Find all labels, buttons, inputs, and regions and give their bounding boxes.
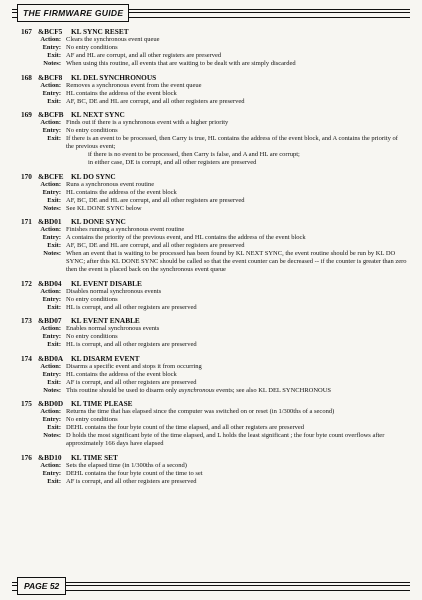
- entry-name: KL TIME SET: [71, 452, 118, 462]
- field-label: Action :: [27, 82, 61, 90]
- entry-address: &BD10: [38, 452, 62, 462]
- field-value: [66, 341, 407, 349]
- field-text: Finds out if there is a synchronous event with a higher priority: [66, 119, 229, 126]
- entry-name: KL SYNC RESET: [71, 27, 129, 36]
- field-value: [66, 462, 407, 470]
- entry-field: [21, 90, 407, 98]
- field-label: Notes :: [27, 250, 61, 274]
- entry-address: &BD0D: [38, 399, 64, 408]
- entry-number: 172: [21, 278, 32, 288]
- field-value: [66, 181, 407, 189]
- field-label: Notes :: [27, 387, 61, 395]
- footer-rule: [12, 582, 410, 591]
- firmware-entry: [21, 399, 407, 448]
- field-label: Exit :: [27, 197, 61, 205]
- firmware-entry: [21, 453, 407, 486]
- field-value: [66, 44, 407, 52]
- field-text: HL is corrupt, and all other registers are preserved: [66, 341, 197, 348]
- firmware-entry: [21, 110, 407, 167]
- entry-name: KL DEL SYNCHRONOUS: [71, 72, 157, 82]
- field-text: This routine should be used to disarm only: [66, 386, 179, 394]
- entry-number: 176: [21, 452, 32, 462]
- field-text: AF, BC, DE and HL are corrupt, and all other registers are preserved: [66, 97, 245, 105]
- field-label: Exit :: [27, 242, 61, 250]
- entry-field: [21, 379, 407, 387]
- entry-number: 171: [21, 217, 32, 226]
- field-text: Removes a synchronous event from the event queue: [66, 81, 202, 89]
- field-value: [66, 250, 407, 274]
- entry-number: 168: [21, 72, 32, 82]
- entry-field: [21, 296, 407, 304]
- field-value: [66, 379, 407, 387]
- field-label: Exit :: [27, 304, 61, 312]
- field-label: Notes :: [27, 205, 61, 213]
- entry-name: KL EVENT ENABLE: [71, 316, 140, 325]
- field-label: Entry :: [27, 127, 61, 135]
- field-text: Disables normal synchronous events: [66, 287, 162, 295]
- entry-address: &BCF5: [38, 27, 63, 36]
- field-text: HL contains the address of the event block: [66, 188, 177, 196]
- entry-field: [21, 432, 407, 448]
- field-value: [66, 304, 407, 312]
- firmware-entry: [21, 217, 407, 274]
- field-value: [66, 82, 407, 90]
- entry-heading: [21, 399, 407, 408]
- entry-field: [21, 478, 407, 486]
- emphasis-text: asynchronous: [178, 386, 215, 394]
- page-footer: [12, 577, 410, 595]
- field-label: Action :: [27, 408, 61, 416]
- field-text: No entry conditions: [66, 44, 118, 51]
- firmware-entry: [21, 172, 407, 213]
- entry-field: [21, 60, 407, 68]
- field-value: [66, 333, 407, 341]
- field-value: [66, 478, 407, 486]
- field-label: Action :: [27, 181, 61, 189]
- field-text: See KL DONE SYNC below: [66, 204, 142, 212]
- field-text: If there is an event to be processed, then Carry is true, HL contains the address of the event block, and A contains the priority of the previous event;: [66, 135, 398, 150]
- entry-address: &BD04: [38, 278, 62, 288]
- entry-address: &BD07: [38, 316, 62, 325]
- field-value: [66, 242, 407, 250]
- entry-heading: [21, 110, 407, 119]
- field-value: [66, 205, 407, 213]
- entry-field: [21, 424, 407, 432]
- field-text: HL is corrupt, and all other registers are preserved: [66, 303, 197, 311]
- firmware-entry: [21, 73, 407, 106]
- entry-field: [21, 98, 407, 106]
- field-label: Action :: [27, 36, 61, 44]
- entry-heading: [21, 172, 407, 181]
- entry-field: [21, 44, 407, 52]
- field-label: Exit :: [27, 379, 61, 387]
- field-label: Action :: [27, 325, 61, 333]
- field-value: [66, 432, 407, 448]
- header-title: THE FIRMWARE GUIDE: [17, 4, 129, 22]
- entry-number: 170: [21, 171, 32, 181]
- field-label: Entry :: [27, 470, 61, 478]
- entry-heading: [21, 217, 407, 226]
- entry-number: 167: [21, 27, 32, 36]
- field-text: Finishes running a synchronous event routine: [66, 226, 185, 233]
- field-value: [66, 135, 407, 167]
- field-value: [66, 288, 407, 296]
- entry-field: [21, 52, 407, 60]
- field-value: [66, 424, 407, 432]
- entry-field: [21, 408, 407, 416]
- entry-field: [21, 242, 407, 250]
- entry-heading: [21, 453, 407, 462]
- field-text: D holds the most significant byte of the time elapsed, and L holds the least significant ; the four byte count overflows after approximately 166 days have elapsed: [66, 432, 385, 447]
- field-value: [66, 98, 407, 106]
- entry-field: [21, 371, 407, 379]
- firmware-entry: [21, 279, 407, 312]
- field-text: DEHL contains the four byte count of the time to set: [66, 469, 203, 477]
- field-label: Action :: [27, 363, 61, 371]
- entry-field: [21, 333, 407, 341]
- entry-name: KL NEXT SYNC: [71, 110, 125, 119]
- field-label: Entry :: [27, 333, 61, 341]
- field-text: Enables normal synchronous events: [66, 325, 160, 332]
- field-text: DEHL contains the four byte count of the time elapsed, and all other registers are preserved: [66, 424, 305, 431]
- field-label: Exit :: [27, 52, 61, 60]
- entry-name: KL EVENT DISABLE: [71, 278, 142, 288]
- entry-number: 169: [21, 110, 32, 119]
- field-value: [66, 52, 407, 60]
- field-label: Notes :: [27, 60, 61, 68]
- entry-field: [21, 416, 407, 424]
- entry-field: [21, 189, 407, 197]
- field-label: Exit :: [27, 424, 61, 432]
- field-value: [66, 226, 407, 234]
- entry-field: [21, 119, 407, 127]
- field-text: No entry conditions: [66, 295, 118, 303]
- page-header: [12, 4, 410, 22]
- field-label: Action :: [27, 119, 61, 127]
- field-label: Action :: [27, 226, 61, 234]
- field-value: [66, 189, 407, 197]
- entry-address: &BD0A: [38, 353, 64, 363]
- entry-address: &BCFB: [38, 110, 64, 119]
- entry-field: [21, 82, 407, 90]
- field-text: Disarms a specific event and stops it from occurring: [66, 362, 202, 370]
- firmware-entry: [21, 354, 407, 395]
- entry-field: [21, 181, 407, 189]
- field-text: AF is corrupt, and all other registers are preserved: [66, 378, 197, 386]
- field-value: [66, 371, 407, 379]
- field-value: [66, 387, 407, 395]
- entry-name: KL DONE SYNC: [71, 217, 126, 226]
- field-value: [66, 119, 407, 127]
- field-subline: if there is no event to be processed, then Carry is false, and A and HL are corrupt;: [88, 151, 300, 158]
- entry-heading: [21, 354, 407, 363]
- field-label: Entry :: [27, 371, 61, 379]
- field-label: Action :: [27, 288, 61, 296]
- field-text: A contains the priority of the previous event, and HL contains the address of the event block: [66, 234, 306, 241]
- field-value: [66, 90, 407, 98]
- field-text: AF, BC, DE and HL are corrupt, and all other registers are preserved: [66, 196, 245, 204]
- field-value: [66, 234, 407, 242]
- field-text: Returns the time that has elapsed since the computer was switched on or reset (in 1/300ths of a second): [66, 408, 335, 415]
- entry-field: [21, 462, 407, 470]
- field-text: No entry conditions: [66, 127, 118, 134]
- field-text: HL contains the address of the event block: [66, 370, 177, 378]
- field-label: Exit :: [27, 341, 61, 349]
- entry-field: [21, 470, 407, 478]
- field-text: Runs a synchronous event routine: [66, 180, 155, 188]
- entry-field: [21, 127, 407, 135]
- entry-heading: [21, 316, 407, 325]
- entry-heading: [21, 279, 407, 288]
- field-text: No entry conditions: [66, 333, 118, 340]
- entry-number: 175: [21, 399, 32, 408]
- entry-number: 173: [21, 316, 32, 325]
- field-value: [66, 60, 407, 68]
- entry-name: KL TIME PLEASE: [71, 399, 133, 408]
- field-label: Exit :: [27, 478, 61, 486]
- field-text: events; see also KL DEL SYNCHRONOUS: [214, 386, 332, 394]
- entry-field: [21, 226, 407, 234]
- entry-field: [21, 135, 407, 167]
- field-label: Entry :: [27, 90, 61, 98]
- field-text: Clears the synchronous event queue: [66, 36, 160, 43]
- field-label: Entry :: [27, 189, 61, 197]
- field-value: [66, 363, 407, 371]
- entry-field: [21, 205, 407, 213]
- entry-heading: [21, 73, 407, 82]
- field-value: [66, 325, 407, 333]
- field-text: Sets the elapsed time (in 1/300ths of a second): [66, 461, 187, 469]
- entry-address: &BCF8: [38, 72, 63, 82]
- field-text: When using this routine, all events that are waiting to be dealt with are simply discarded: [66, 60, 296, 67]
- field-text: AF is corrupt, and all other registers are preserved: [66, 477, 197, 485]
- field-value: [66, 416, 407, 424]
- entry-address: &BCFE: [38, 171, 64, 181]
- entry-field: [21, 250, 407, 274]
- entry-number: 174: [21, 353, 32, 363]
- field-value: [66, 127, 407, 135]
- field-label: Entry :: [27, 296, 61, 304]
- field-label: Entry :: [27, 234, 61, 242]
- entry-field: [21, 234, 407, 242]
- field-text: HL contains the address of the event block: [66, 89, 177, 97]
- entry-address: &BD01: [38, 217, 62, 226]
- entry-name: KL DISARM EVENT: [71, 353, 140, 363]
- entry-field: [21, 387, 407, 395]
- field-value: [66, 296, 407, 304]
- field-label: Exit :: [27, 135, 61, 167]
- field-text: AF, BC, DE and HL are corrupt, and all other registers are preserved: [66, 242, 245, 249]
- firmware-entry: [21, 316, 407, 349]
- field-label: Action :: [27, 462, 61, 470]
- entry-field: [21, 325, 407, 333]
- entry-field: [21, 197, 407, 205]
- field-label: Entry :: [27, 44, 61, 52]
- field-subline: in either case, DE is corrupt, and all other registers are preserved: [88, 159, 257, 166]
- firmware-entry: [21, 27, 407, 68]
- entry-field: [21, 36, 407, 44]
- field-text: AF and HL are corrupt, and all other registers are preserved: [66, 52, 222, 59]
- field-text: When an event that is waiting to be processed has been found by KL NEXT SYNC, the event routine should be run by KL DO SYNC; after this KL DONE SYNC should be called so that the event counter can be decreased -- if the counter is greater than zero then the event is placed back on the synchronous event queue: [66, 250, 407, 273]
- field-label: Notes :: [27, 432, 61, 448]
- field-value: [66, 408, 407, 416]
- field-label: Entry :: [27, 416, 61, 424]
- firmware-entry-list: [21, 27, 407, 490]
- entry-field: [21, 341, 407, 349]
- entry-field: [21, 288, 407, 296]
- entry-name: KL DO SYNC: [71, 171, 116, 181]
- field-value: [66, 36, 407, 44]
- entry-field: [21, 363, 407, 371]
- field-value: [66, 470, 407, 478]
- field-text: No entry conditions: [66, 416, 118, 423]
- entry-field: [21, 304, 407, 312]
- field-label: Exit :: [27, 98, 61, 106]
- entry-heading: [21, 27, 407, 36]
- page-number-label: PAGE 52: [17, 577, 66, 595]
- field-value: [66, 197, 407, 205]
